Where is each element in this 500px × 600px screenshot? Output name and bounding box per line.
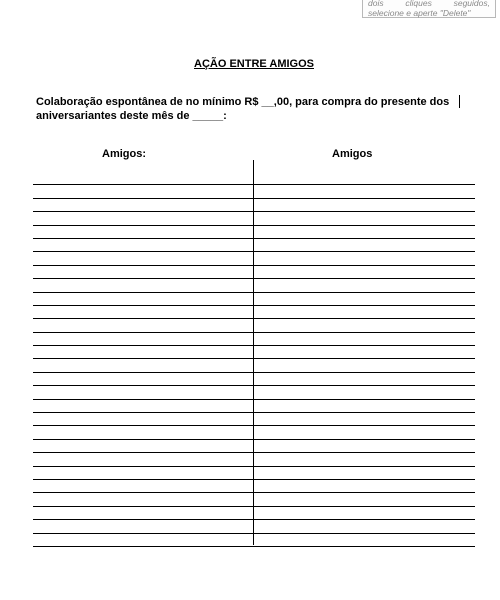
- document-title: AÇÃO ENTRE AMIGOS: [194, 58, 314, 70]
- table-row: [33, 346, 475, 359]
- table-row: [33, 453, 475, 466]
- column-header-left: Amigos:: [102, 148, 146, 160]
- table-row: [33, 185, 475, 198]
- column-header-right: Amigos: [332, 148, 373, 160]
- table-row: [33, 212, 475, 225]
- intro-paragraph: Colaboração espontânea de no mínimo R$ __,00, para compra do presente dos aniversariantes deste mês de _____:: [36, 96, 450, 122]
- table-row: [33, 413, 475, 426]
- instruction-note: [362, 0, 496, 18]
- instruction-note-line2: selecione e aperte "Delete": [368, 8, 471, 18]
- table-row: [33, 279, 475, 292]
- table-row: [33, 480, 475, 493]
- table-row: [33, 266, 475, 279]
- table-row: [33, 252, 475, 265]
- table-row: [33, 319, 475, 332]
- table-row: [33, 493, 475, 506]
- table-row: [33, 467, 475, 480]
- table-row: [33, 239, 475, 252]
- table-row: [33, 373, 475, 386]
- table-row: [33, 440, 475, 453]
- table-row: [33, 534, 475, 547]
- table-row: [33, 172, 475, 185]
- note-word-2: cliques: [405, 0, 432, 8]
- table-row: [33, 293, 475, 306]
- table-row: [33, 199, 475, 212]
- table-row: [33, 226, 475, 239]
- table-row: [33, 400, 475, 413]
- text-cursor: [459, 95, 460, 108]
- instruction-note-line1: [368, 0, 490, 8]
- table-row: [33, 386, 475, 399]
- table-row: [33, 306, 475, 319]
- table-row: [33, 333, 475, 346]
- table-row: [33, 507, 475, 520]
- table-row: [33, 359, 475, 372]
- note-word-1: dois: [368, 0, 384, 8]
- table-row: [33, 426, 475, 439]
- table-row: [33, 520, 475, 533]
- note-word-3: seguidos,: [453, 0, 490, 8]
- signature-table: [33, 172, 475, 547]
